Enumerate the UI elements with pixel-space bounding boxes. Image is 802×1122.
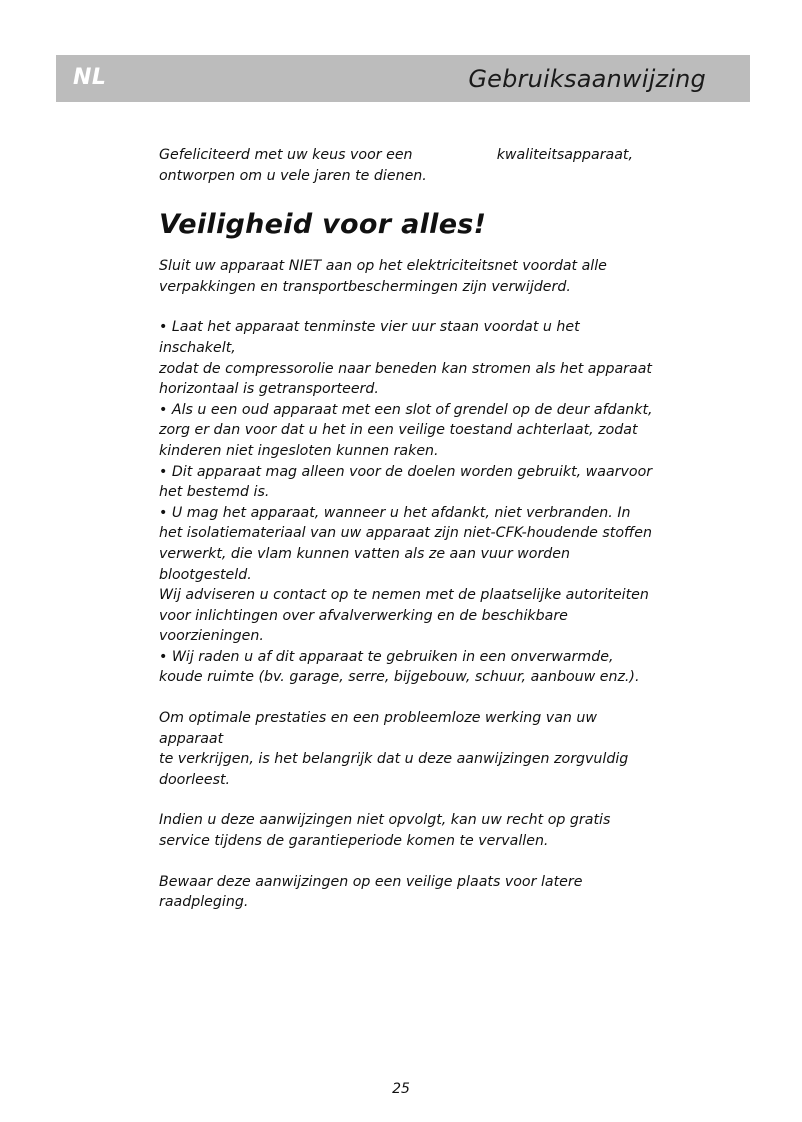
text-line: het bestemd is. [159, 484, 270, 501]
text-line: Indien u deze aanwijzingen niet opvolgt, kan uw recht op gratis [159, 812, 611, 829]
intro-line1-start: Gefeliciteerd met uw keus voor een [159, 147, 413, 163]
text-line: • U mag het apparaat, wanneer u het afdankt, niet verbranden. In [159, 504, 631, 521]
page-number: 25 [392, 1081, 410, 1097]
bullet-item-3 [159, 462, 659, 503]
text-line: verpakkingen en transportbeschermingen zijn verwijderd. [159, 278, 571, 295]
text-line: Bewaar deze aanwijzingen op een veilige plaats voor latere [159, 873, 583, 890]
text-line: doorleest. [159, 771, 231, 788]
text-line: zorg er dan voor dat u het in een veilige toestand achterlaat, zodat [159, 422, 638, 439]
text-line: het isolatiemateriaal van uw apparaat zijn niet-CFK-houdende stoffen [159, 525, 652, 542]
paragraph-2 [159, 708, 659, 790]
page-content [159, 145, 659, 913]
paragraph-3 [159, 810, 659, 851]
text-line: Sluit uw apparaat NIET aan op het elektriciteitsnet voordat alle [159, 258, 607, 275]
text-line: Om optimale prestaties en een probleemloze werking van uw apparaat [159, 710, 597, 747]
bullet-item-5 [159, 647, 659, 688]
text-line: • Wij raden u af dit apparaat te gebruiken in een onverwarmde, [159, 648, 614, 665]
language-code: NL [73, 65, 107, 90]
document-title: Gebruiksaanwijzing [468, 65, 706, 93]
text-line: zodat de compressorolie naar beneden kan stromen als het apparaat [159, 360, 652, 377]
text-line: kinderen niet ingesloten kunnen raken. [159, 442, 439, 459]
section-heading: Veiligheid voor alles! [159, 209, 487, 241]
text-line: te verkrijgen, is het belangrijk dat u deze aanwijzingen zorgvuldig [159, 751, 629, 768]
bullet-item-4 [159, 503, 659, 647]
header-bar [56, 55, 750, 102]
intro-paragraph [159, 145, 659, 186]
text-line: raadpleging. [159, 894, 249, 911]
text-line: service tijdens de garantieperiode komen te vervallen. [159, 833, 549, 850]
text-line: • Als u een oud apparaat met een slot of grendel op de deur afdankt, [159, 401, 653, 418]
text-line: koude ruimte (bv. garage, serre, bijgebouw, schuur, aanbouw enz.). [159, 669, 640, 686]
text-line: horizontaal is getransporteerd. [159, 381, 379, 398]
text-line: voor inlichtingen over afvalverwerking en de beschikbare [159, 607, 568, 624]
text-line: • Dit apparaat mag alleen voor de doelen worden gebruikt, waarvoor [159, 463, 653, 480]
text-line: • Laat het apparaat tenminste vier uur staan voordat u het inschakelt, [159, 319, 580, 356]
text-line: verwerkt, die vlam kunnen vatten als ze aan vuur worden blootgesteld. [159, 545, 571, 583]
bullet-list [159, 317, 659, 688]
bullet-item-2 [159, 400, 659, 462]
intro-line2: ontworpen om u vele jaren te dienen. [159, 167, 427, 184]
bullet-item-1 [159, 317, 659, 399]
text-line: voorzieningen. [159, 628, 264, 645]
intro-line1-end: kwaliteitsapparaat, [496, 147, 633, 163]
paragraph-1 [159, 256, 659, 297]
text-line: Wij adviseren u contact op te nemen met de plaatselijke autoriteiten [159, 587, 649, 604]
paragraph-4 [159, 872, 659, 913]
